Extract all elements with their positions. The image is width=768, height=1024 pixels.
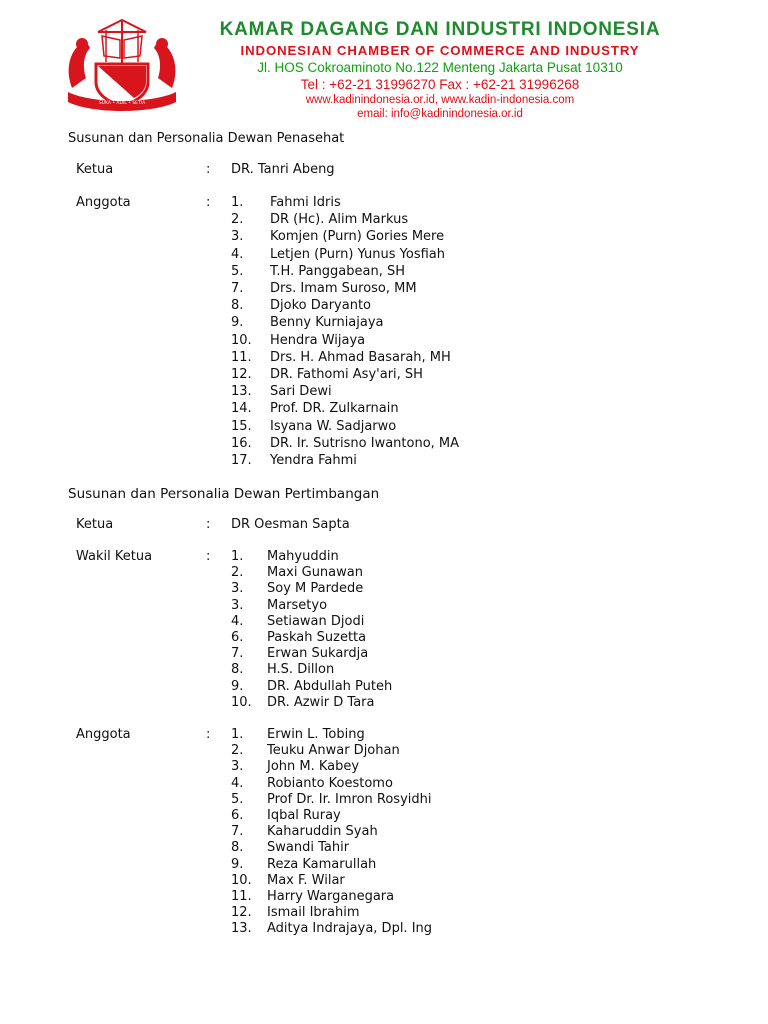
list-item-name: Komjen (Purn) Gories Mere xyxy=(270,229,445,245)
list-item-number: 2. xyxy=(231,565,244,581)
email-link[interactable]: email: info@kadinindonesia.or.id xyxy=(357,108,523,120)
list-item-number: 6. xyxy=(231,808,244,823)
list-item-name: Marsetyo xyxy=(267,597,328,613)
list-item-number: 8. xyxy=(231,298,244,314)
list-item-number: 10. xyxy=(231,332,252,348)
list-item xyxy=(0,792,768,809)
list-item-name: Benny Kurniajaya xyxy=(270,315,384,331)
list-item-name: Robianto Koestomo xyxy=(267,775,393,791)
colon: : xyxy=(206,195,211,210)
list-item-number: 13. xyxy=(231,384,252,400)
list-item xyxy=(0,453,768,470)
list-item-name: Swandi Tahir xyxy=(267,840,350,856)
list-item-name: Hendra Wijaya xyxy=(270,332,366,348)
list-item xyxy=(0,195,768,212)
list-item xyxy=(0,808,768,825)
letterhead xyxy=(190,18,690,121)
role-label: Anggota xyxy=(76,195,131,210)
role-label: Ketua xyxy=(76,162,114,177)
list-item-number: 16. xyxy=(231,435,252,451)
list-item-name: Harry Warganegara xyxy=(267,889,395,904)
list-item xyxy=(0,662,768,679)
list-item-name: Prof Dr. Ir. Imron Rosyidhi xyxy=(267,791,432,807)
list-item-number: 8. xyxy=(231,840,244,856)
list-item-name: DR. Abdullah Puteh xyxy=(267,678,393,694)
list-item xyxy=(0,857,768,874)
list-item-number: 3. xyxy=(231,597,244,613)
list-item xyxy=(0,921,768,938)
list-item-name: Erwin L. Tobing xyxy=(267,727,365,742)
list-item xyxy=(0,759,768,776)
list-item xyxy=(0,905,768,922)
list-item-name: Yendra Fahmi xyxy=(270,453,357,468)
list-item-name: Soy M Pardede xyxy=(267,581,364,597)
list-item-number: 10. xyxy=(231,694,252,710)
list-item xyxy=(0,212,768,229)
list-item-name: Kaharuddin Syah xyxy=(267,824,378,840)
section-title-dewan-penasehat: Susunan dan Personalia Dewan Penasehat xyxy=(68,131,345,146)
list-item-number: 9. xyxy=(231,856,244,872)
list-item xyxy=(0,614,768,631)
list-item xyxy=(0,436,768,453)
list-item-name: Djoko Daryanto xyxy=(270,298,371,314)
section-title-dewan-pertimbangan: Susunan dan Personalia Dewan Pertimbangan xyxy=(68,486,380,502)
list-item-name: DR. Azwir D Tara xyxy=(267,694,375,710)
list-item-number: 1. xyxy=(231,195,244,210)
list-item-number: 1. xyxy=(231,727,244,742)
list-item-name: Teuku Anwar Djohan xyxy=(267,743,400,759)
list-item-number: 5. xyxy=(231,263,244,279)
colon: : xyxy=(206,162,211,177)
list-item xyxy=(0,889,768,906)
list-item-name: Isyana W. Sadjarwo xyxy=(270,418,397,434)
list-item-number: 15. xyxy=(231,418,252,434)
kadin-emblem-icon xyxy=(62,18,182,118)
list-item-name: Fahmi Idris xyxy=(270,195,341,210)
list-item-name: DR. Ir. Sutrisno Iwantono, MA xyxy=(270,435,460,451)
list-item-number: 4. xyxy=(231,613,244,629)
list-item-name: Maxi Gunawan xyxy=(267,565,363,581)
list-item xyxy=(0,367,768,384)
list-item-name: Mahyuddin xyxy=(267,549,339,564)
list-item-number: 3. xyxy=(231,581,244,597)
ketua-row-penasehat xyxy=(0,162,768,182)
colon: : xyxy=(206,517,211,532)
list-item-number: 4. xyxy=(231,775,244,791)
role-label: Wakil Ketua xyxy=(76,549,153,564)
list-item-number: 6. xyxy=(231,630,244,645)
list-item xyxy=(0,630,768,647)
list-item-number: 2. xyxy=(231,743,244,759)
list-item-name: Letjen (Purn) Yunus Yosfiah xyxy=(270,246,445,262)
list-item-number: 9. xyxy=(231,315,244,331)
list-item-number: 11. xyxy=(231,889,252,904)
list-item-name: Reza Kamarullah xyxy=(267,856,377,872)
list-item xyxy=(0,646,768,663)
role-label: Anggota xyxy=(76,727,131,742)
list-item xyxy=(0,776,768,793)
list-item-number: 9. xyxy=(231,678,244,694)
role-label: Ketua xyxy=(76,517,114,532)
org-name: KAMAR DAGANG DAN INDUSTRI INDONESIA xyxy=(219,19,661,40)
list-item-number: 1. xyxy=(231,549,244,564)
list-item-number: 12. xyxy=(231,905,252,921)
list-item xyxy=(0,565,768,582)
list-item-number: 7. xyxy=(231,281,244,296)
list-item xyxy=(0,281,768,298)
website-links[interactable]: www.kadinindonesia.or.id, www.kadin-indonesia.com xyxy=(305,94,575,106)
list-item xyxy=(0,401,768,418)
list-item xyxy=(0,679,768,696)
list-item-name: H.S. Dillon xyxy=(267,662,335,678)
list-item-number: 17. xyxy=(231,453,252,468)
ketua-name: DR Oesman Sapta xyxy=(231,517,350,532)
list-item-number: 10. xyxy=(231,872,252,888)
ketua-row-pertimbangan xyxy=(0,517,768,537)
list-item xyxy=(0,743,768,760)
address: Jl. HOS Cokroaminoto No.122 Menteng Jakarta Pusat 10310 xyxy=(257,60,623,75)
list-item xyxy=(0,350,768,367)
list-item-name: Sari Dewi xyxy=(270,384,332,400)
list-item-name: DR. Fathomi Asy'ari, SH xyxy=(270,367,423,382)
phone-fax: Tel : +62-21 31996270 Fax : +62-21 31996268 xyxy=(300,77,580,92)
logo-ribbon-text: SUKA • ADIL • SETIA xyxy=(98,101,146,106)
list-item-number: 5. xyxy=(231,791,244,807)
list-item-name: John M. Kabey xyxy=(267,759,360,775)
list-item-number: 12. xyxy=(231,367,252,382)
list-item-name: Aditya Indrajaya, Dpl. Ing xyxy=(267,921,433,937)
list-item xyxy=(0,384,768,401)
list-item-number: 8. xyxy=(231,662,244,678)
list-item-name: Ismail Ibrahim xyxy=(267,905,360,921)
list-item xyxy=(0,298,768,315)
list-item xyxy=(0,598,768,615)
list-item-name: DR (Hc). Alim Markus xyxy=(270,212,409,228)
colon: : xyxy=(206,727,211,742)
list-item xyxy=(0,333,768,350)
list-item xyxy=(0,727,768,744)
list-item-name: Prof. DR. Zulkarnain xyxy=(270,401,399,417)
list-item-number: 3. xyxy=(231,229,244,245)
list-item xyxy=(0,695,768,712)
list-item-name: Drs. Imam Suroso, MM xyxy=(270,281,417,296)
list-item-number: 3. xyxy=(231,759,244,775)
list-item-number: 7. xyxy=(231,824,244,840)
org-name-english: INDONESIAN CHAMBER OF COMMERCE AND INDUSTRY xyxy=(240,43,640,58)
list-item-name: T.H. Panggabean, SH xyxy=(270,263,406,279)
list-item-number: 2. xyxy=(231,212,244,228)
list-item-number: 13. xyxy=(231,921,252,937)
list-item xyxy=(0,549,768,566)
list-item-name: Iqbal Ruray xyxy=(267,808,341,823)
list-item xyxy=(0,264,768,281)
list-item xyxy=(0,840,768,857)
kadin-logo xyxy=(62,18,182,118)
list-item xyxy=(0,419,768,436)
list-item xyxy=(0,247,768,264)
list-item-name: Drs. H. Ahmad Basarah, MH xyxy=(270,349,451,365)
list-item xyxy=(0,229,768,246)
list-item xyxy=(0,581,768,598)
list-item xyxy=(0,315,768,332)
list-item xyxy=(0,824,768,841)
list-item-name: Erwan Sukardja xyxy=(267,646,369,662)
list-item-number: 11. xyxy=(231,349,252,365)
list-item-number: 7. xyxy=(231,646,244,662)
list-item-number: 14. xyxy=(231,401,252,417)
colon: : xyxy=(206,549,211,564)
list-item-name: Paskah Suzetta xyxy=(267,630,367,645)
list-item xyxy=(0,873,768,890)
list-item-name: Setiawan Djodi xyxy=(267,613,365,629)
list-item-name: Max F. Wilar xyxy=(267,872,345,888)
list-item-number: 4. xyxy=(231,246,244,262)
ketua-name: DR. Tanri Abeng xyxy=(231,162,335,177)
